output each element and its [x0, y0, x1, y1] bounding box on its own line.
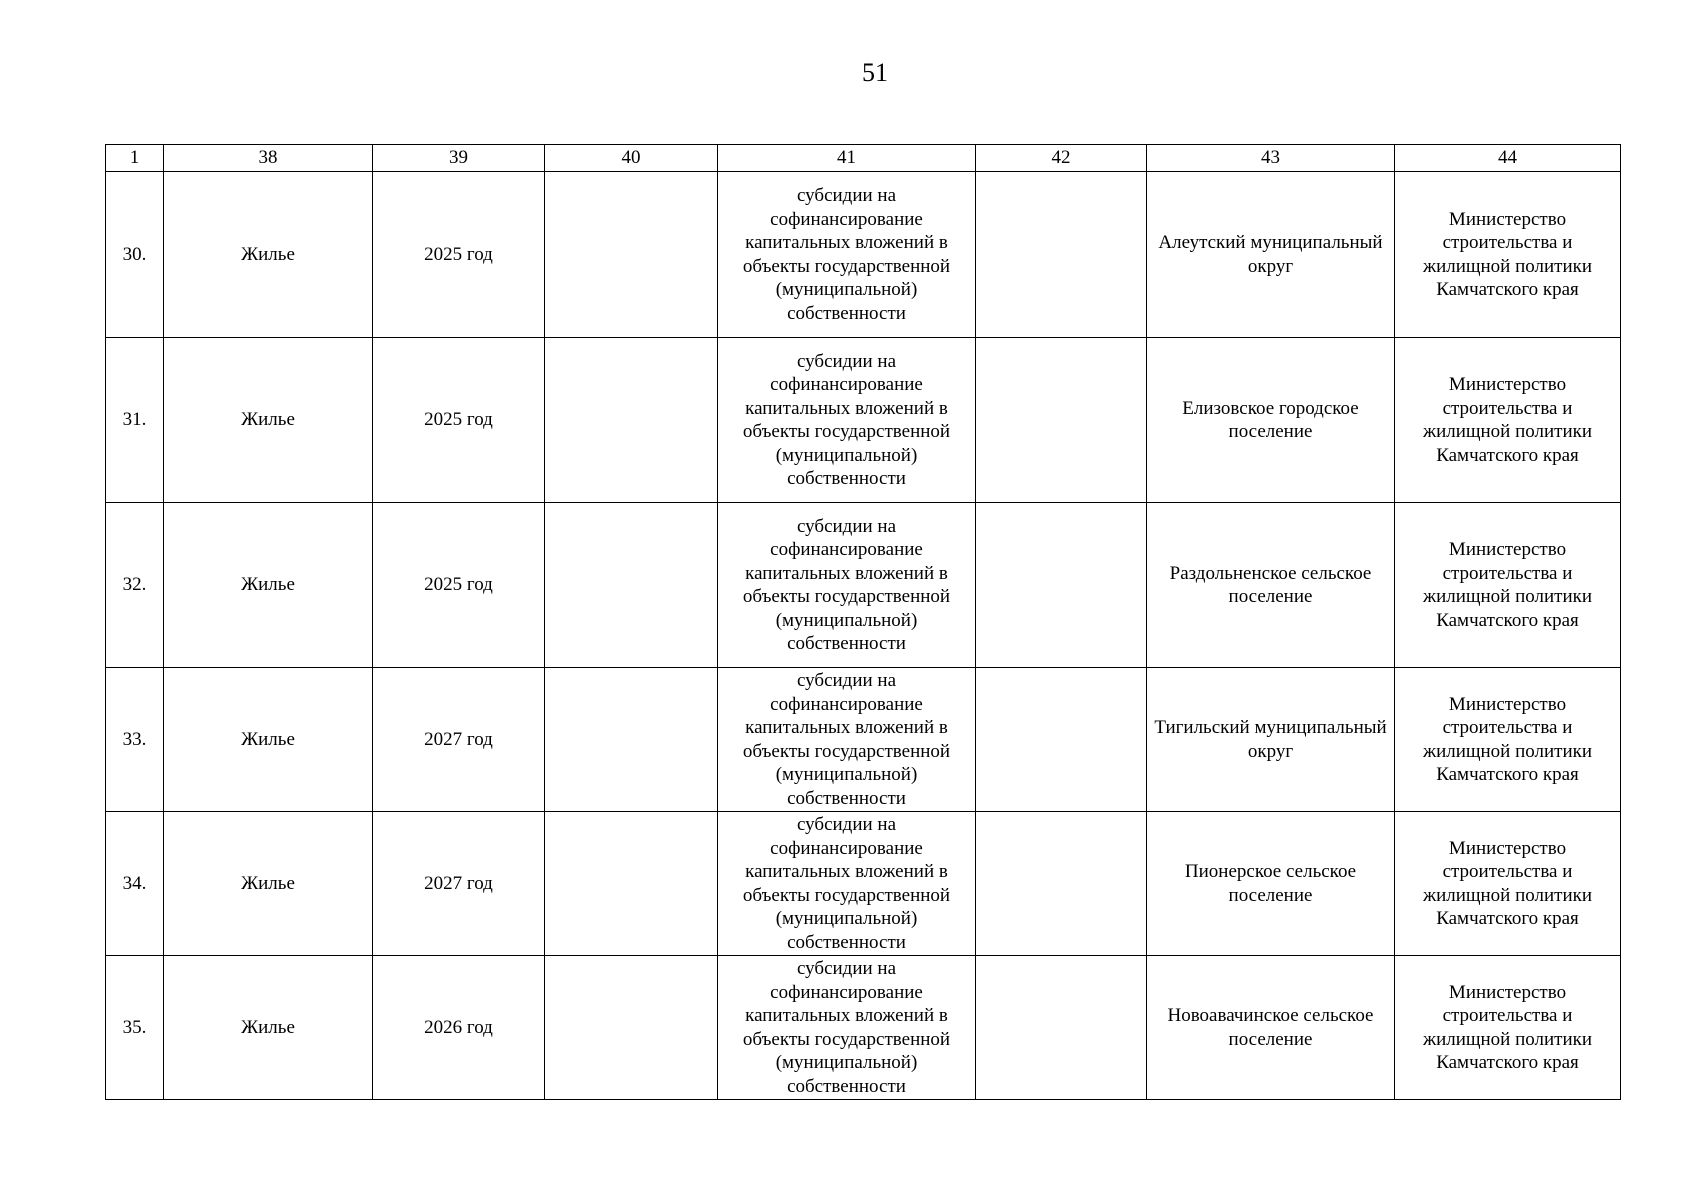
municipality-cell: Тигильский муниципальный округ — [1147, 668, 1395, 812]
table-row — [106, 956, 1621, 1100]
column-header-38: 38 — [164, 145, 373, 172]
table-header-row — [106, 145, 1621, 172]
year-cell: 2026 год — [373, 956, 545, 1100]
row-number-cell: 32. — [106, 503, 164, 668]
municipality-cell: Раздольненское сельское поселение — [1147, 503, 1395, 668]
column-40-cell — [545, 956, 718, 1100]
column-42-cell — [976, 172, 1147, 338]
table-row — [106, 812, 1621, 956]
column-40-cell — [545, 812, 718, 956]
data-table — [105, 144, 1621, 1100]
column-header-42: 42 — [976, 145, 1147, 172]
ministry-cell: Министерство строительства и жилищной политики Камчатского края — [1395, 503, 1621, 668]
municipality-cell: Пионерское сельское поселение — [1147, 812, 1395, 956]
row-number-cell: 34. — [106, 812, 164, 956]
ministry-cell: Министерство строительства и жилищной политики Камчатского края — [1395, 668, 1621, 812]
column-42-cell — [976, 812, 1147, 956]
column-42-cell — [976, 668, 1147, 812]
category-cell: Жилье — [164, 172, 373, 338]
column-header-40: 40 — [545, 145, 718, 172]
column-header-43: 43 — [1147, 145, 1395, 172]
municipality-cell: Елизовское городское поселение — [1147, 338, 1395, 503]
column-42-cell — [976, 503, 1147, 668]
column-header-41: 41 — [718, 145, 976, 172]
column-42-cell — [976, 956, 1147, 1100]
row-number-cell: 33. — [106, 668, 164, 812]
ministry-cell: Министерство строительства и жилищной политики Камчатского края — [1395, 172, 1621, 338]
row-number-cell: 35. — [106, 956, 164, 1100]
row-number-cell: 31. — [106, 338, 164, 503]
column-40-cell — [545, 503, 718, 668]
table-row — [106, 338, 1621, 503]
funding-type-cell: субсидии на софинансирование капитальных вложений в объекты государственной (муниципальной) собственности — [718, 956, 976, 1100]
funding-type-cell: субсидии на софинансирование капитальных вложений в объекты государственной (муниципальной) собственности — [718, 503, 976, 668]
year-cell: 2027 год — [373, 812, 545, 956]
table-row — [106, 503, 1621, 668]
column-40-cell — [545, 668, 718, 812]
column-40-cell — [545, 338, 718, 503]
year-cell: 2027 год — [373, 668, 545, 812]
table-row — [106, 668, 1621, 812]
funding-type-cell: субсидии на софинансирование капитальных вложений в объекты государственной (муниципальной) собственности — [718, 338, 976, 503]
category-cell: Жилье — [164, 812, 373, 956]
ministry-cell: Министерство строительства и жилищной политики Камчатского края — [1395, 956, 1621, 1100]
column-header-39: 39 — [373, 145, 545, 172]
year-cell: 2025 год — [373, 503, 545, 668]
column-header-44: 44 — [1395, 145, 1621, 172]
category-cell: Жилье — [164, 338, 373, 503]
category-cell: Жилье — [164, 503, 373, 668]
category-cell: Жилье — [164, 668, 373, 812]
ministry-cell: Министерство строительства и жилищной политики Камчатского края — [1395, 812, 1621, 956]
table-row — [106, 172, 1621, 338]
column-40-cell — [545, 172, 718, 338]
year-cell: 2025 год — [373, 338, 545, 503]
category-cell: Жилье — [164, 956, 373, 1100]
column-header-1: 1 — [106, 145, 164, 172]
municipality-cell: Новоавачинское сельское поселение — [1147, 956, 1395, 1100]
page-number: 51 — [862, 58, 888, 87]
row-number-cell: 30. — [106, 172, 164, 338]
year-cell: 2025 год — [373, 172, 545, 338]
funding-type-cell: субсидии на софинансирование капитальных вложений в объекты государственной (муниципальной) собственности — [718, 812, 976, 956]
column-42-cell — [976, 338, 1147, 503]
funding-type-cell: субсидии на софинансирование капитальных вложений в объекты государственной (муниципальной) собственности — [718, 668, 976, 812]
ministry-cell: Министерство строительства и жилищной политики Камчатского края — [1395, 338, 1621, 503]
municipality-cell: Алеутский муниципальный округ — [1147, 172, 1395, 338]
funding-type-cell: субсидии на софинансирование капитальных вложений в объекты государственной (муниципальной) собственности — [718, 172, 976, 338]
